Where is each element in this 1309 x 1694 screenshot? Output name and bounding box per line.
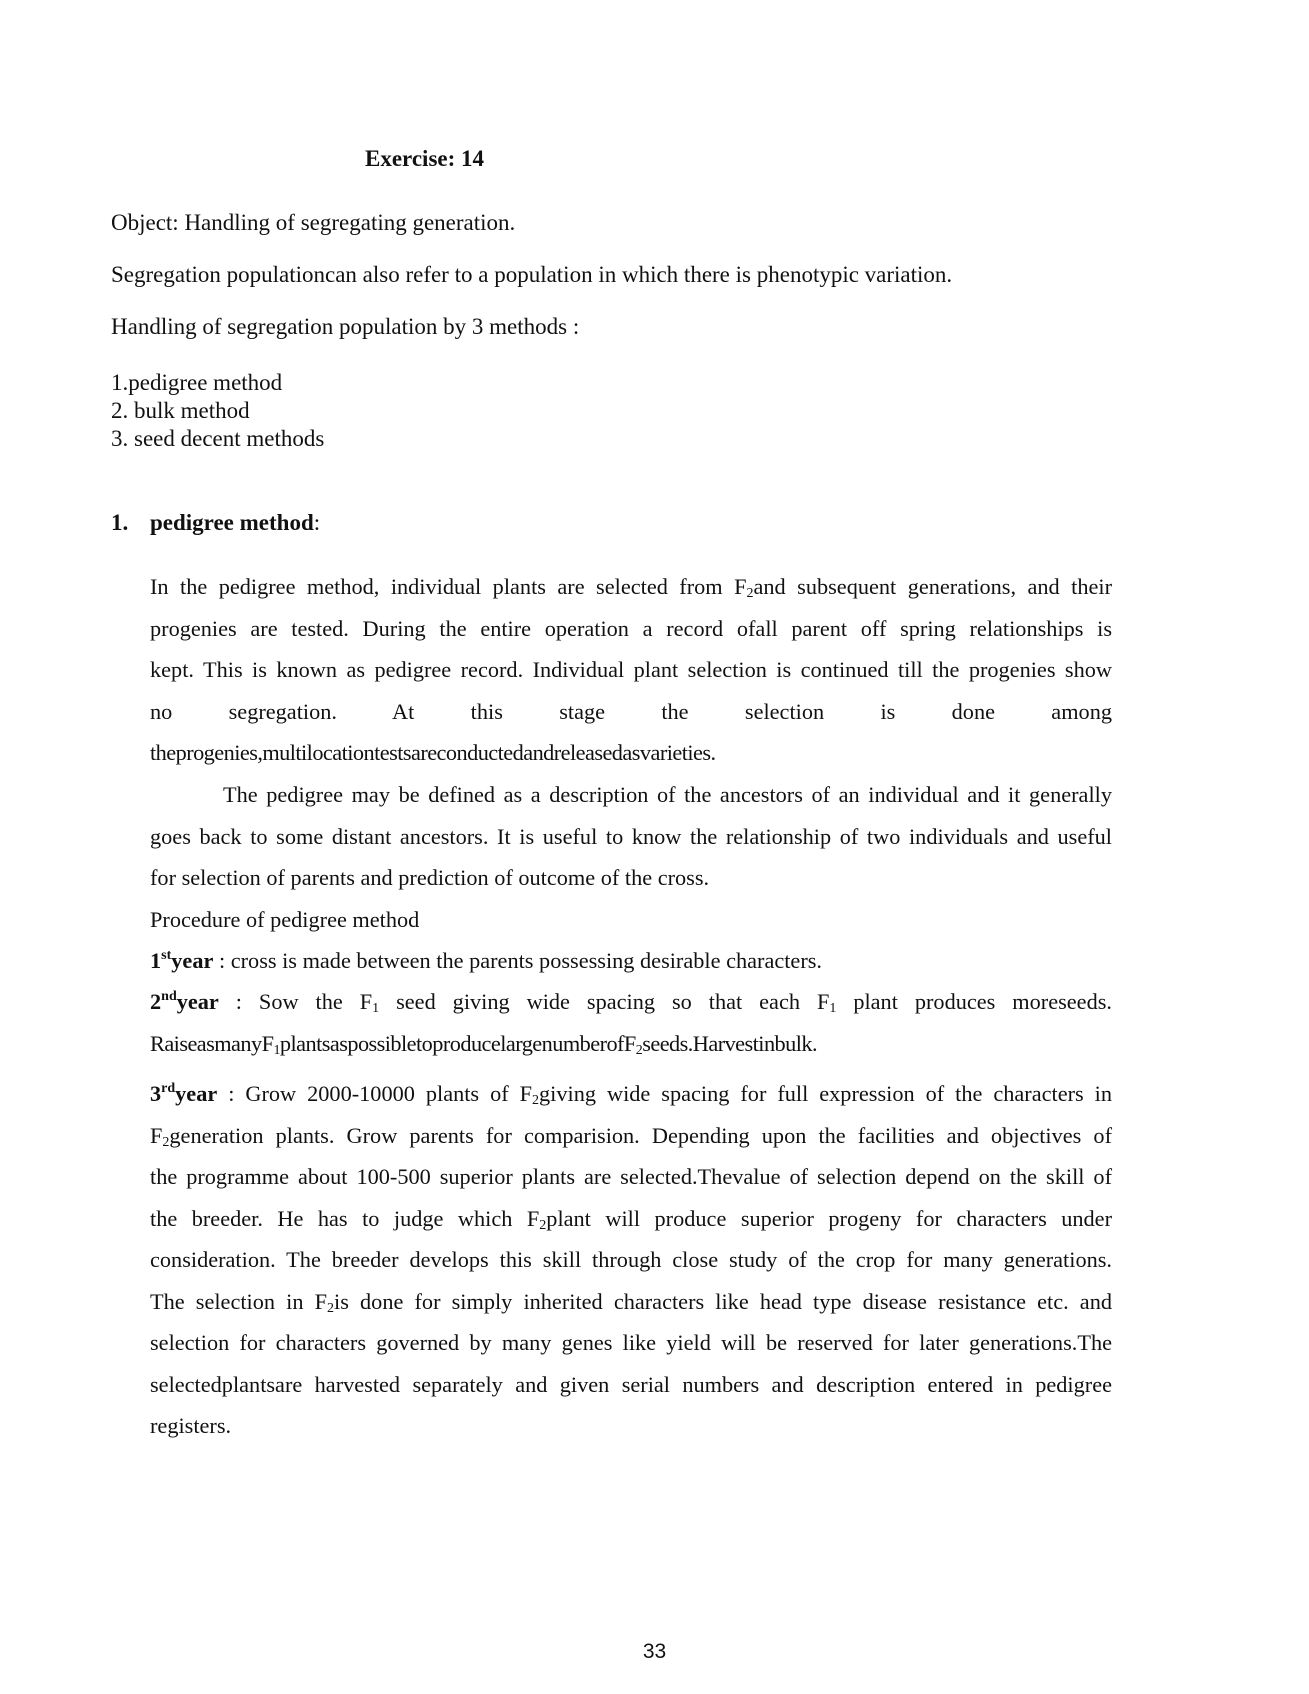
- object-line: Object: Handling of segregating generation.: [111, 210, 516, 235]
- methods-intro: Handling of segregation population by 3 methods :: [111, 314, 580, 339]
- paragraph-line: The pedigree may be defined as a description of the ancestors of an individual and it generally: [223, 782, 1112, 807]
- paragraph-line: for selection of parents and prediction of outcome of the cross.: [150, 865, 710, 890]
- year-3-step: 3rdyear : Grow 2000-10000 plants of $F_2giving$ wide spacing for full expression of the characters in $F_2generation$ plants. Grow parents for comparision. Depending upon the facilities and objectives of the programme about 100-500 superior plants are selected.Thevalue of selection depend on the skill of the breeder. He has to judge which $F_2plant$ will produce superior progeny for characters under consideration. The breeder develops this skill through close study of the crop for many generations. The selection in $F_2is$ done for simply inherited characters like head type disease resistance etc. and selection for characters governed by many genes like yield will be reserved for later generations.The selectedplantsare harvested separately and given serial numbers and description entered in pedigree registers.: [150, 1081, 1112, 1438]
- pedigree-paragraph: [150, 566, 1112, 774]
- methods-list: [111, 369, 324, 453]
- procedure-heading: Procedure of pedigree method: [150, 907, 420, 932]
- list-item: 1.pedigree method: [111, 370, 283, 395]
- list-item: 2. bulk method: [111, 398, 250, 423]
- year-1-step: 1styear : cross is made between the parents possessing desirable characters.: [150, 948, 822, 973]
- section-heading: [111, 510, 320, 536]
- paragraph-line: kept. This is known as pedigree record. Individual plant selection is continued till the progenies show: [150, 657, 1112, 682]
- section-colon: :: [313, 510, 321, 535]
- paragraph-line: no segregation. At this stage the selection is done among: [150, 698, 1112, 724]
- year-2-step: 2ndyear : Sow the $F_1$ seed giving wide spacing so that each $F_1$ plant produces moreseeds. RaiseasmanyF$_1$plantsaspossibletoproducelargenumberofF$_2$seeds.Harvestinbulk.: [150, 989, 1112, 1058]
- section-name: pedigree method: [150, 510, 314, 535]
- paragraph-line: progenies are tested. During the entire operation a record ofall parent off spring relationships is: [150, 615, 1112, 641]
- pedigree-definition-paragraph: [150, 774, 1112, 899]
- exercise-title: Exercise: 14: [365, 146, 485, 171]
- list-item: 3. seed decent methods: [111, 426, 325, 451]
- section-number: 1.: [111, 510, 129, 535]
- segregation-definition: Segregation populationcan also refer to a population in which there is phenotypic variation.: [111, 262, 953, 287]
- paragraph-line: goes back to some distant ancestors. It is useful to know the relationship of two individuals and useful: [150, 823, 1112, 849]
- paragraph-line: In the pedigree method, individual plants are selected from $F_2and$ subsequent generations, and their: [150, 574, 1112, 601]
- paragraph-line: theprogenies,multilocationtestsareconductedandreleasedasvarieties.: [150, 740, 716, 765]
- page-number: 33: [642, 1640, 667, 1663]
